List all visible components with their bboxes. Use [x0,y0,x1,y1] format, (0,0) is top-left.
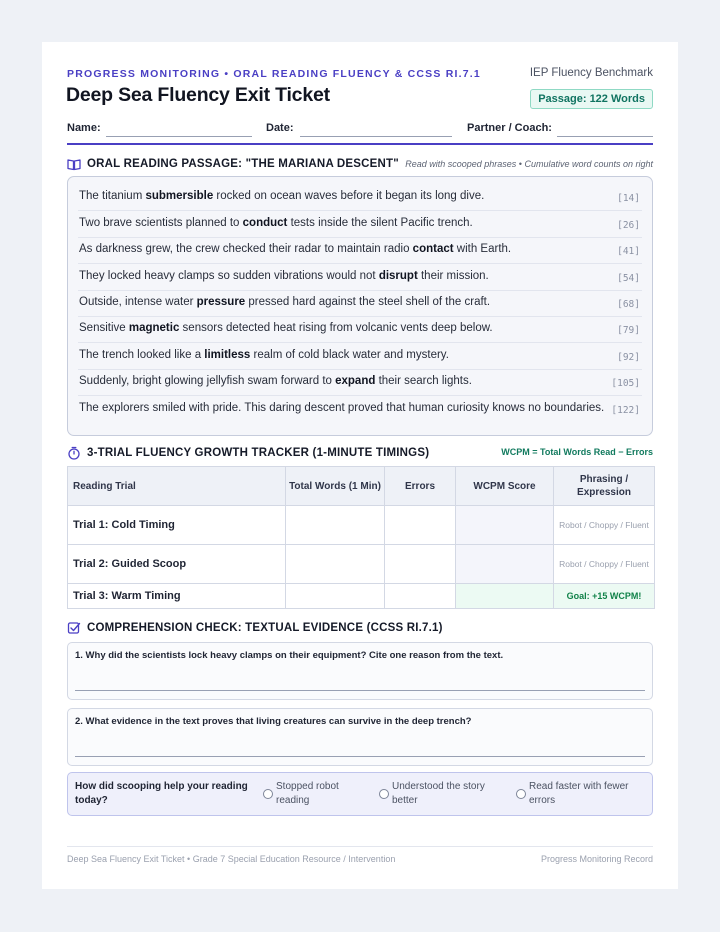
passage-line [78,316,642,343]
column-header: Phrasing / Expression [554,467,655,506]
date-label: Date: [266,122,294,134]
sentence-text: rocked on ocean waves before it began its long dive. [213,190,485,202]
radio-button[interactable] [516,789,526,799]
cumulative-word-count: [68] [617,299,640,310]
page-footer [67,846,653,866]
word-count-badge: Passage: 122 Words [530,89,653,109]
passage-line [78,264,642,291]
passage-sentence [79,217,473,229]
passage-sentence [79,322,493,334]
passage-line [78,184,642,211]
total-words-cell[interactable] [286,506,385,545]
option-label: errors [529,795,556,806]
vocab-word: submersible [145,190,214,202]
option-label: Stopped robot [276,781,339,792]
sentence-text: with Earth. [453,243,512,255]
reflection-question [75,780,248,808]
sentence-text: pressed hard against the steel shell of the craft. [245,296,491,308]
answer-2-line[interactable] [75,756,645,757]
trial-label: Trial 3: Warm Timing [68,584,286,609]
sentence-text: tests inside the silent Pacific trench. [287,217,473,229]
goal-note: Goal: +15 WCPM! [554,584,655,609]
sentence-text: sensors detected heat rising from volcanic vents deep below. [179,322,493,334]
sentence-text: Sensitive [79,322,129,334]
passage-hint: Read with scooped phrases • Cumulative word counts on right [405,159,653,169]
sentence-text: The trench looked like a [79,349,205,361]
passage-sentence [79,270,489,282]
name-label: Name: [67,122,101,134]
partner-label: Partner / Coach: [467,122,552,134]
passage-line [78,369,642,396]
answer-1-line[interactable] [75,690,645,691]
reflection-box [67,772,653,816]
phrasing-options[interactable]: Robot / Choppy / Fluent [554,545,655,584]
wcpm-score-cell[interactable] [456,584,554,609]
vocab-word: expand [335,375,376,387]
passage-sentence [79,190,484,202]
passage-heading-text: ORAL READING PASSAGE: "THE MARIANA DESCENT" [87,158,399,170]
reflection-option-3[interactable] [529,780,629,808]
comprehension-heading-text: COMPREHENSION CHECK: TEXTUAL EVIDENCE (CCSS RI.7.1) [87,622,443,634]
question-2-box [67,708,653,766]
table-row [68,545,655,584]
passage-line [78,211,642,238]
column-header: Errors [385,467,456,506]
date-field[interactable] [300,136,452,137]
cumulative-word-count: [41] [617,246,640,257]
footer-left: Deep Sea Fluency Exit Ticket • Grade 7 Special Education Resource / Intervention [67,854,396,864]
checkbox-icon [67,621,81,635]
partner-field[interactable] [557,136,653,137]
sentence-text: Suddenly, bright glowing jellyfish swam forward to [79,375,336,387]
header-divider [67,143,653,145]
benchmark-label: IEP Fluency Benchmark [529,67,653,79]
passage-sentence [79,349,449,361]
vocab-word: magnetic [128,322,180,334]
question-2-text: 2. What evidence in the text proves that living creatures can survive in the deep trench? [75,716,472,727]
comprehension-heading [67,622,467,636]
sentence-text: their mission. [417,270,489,282]
table-row [68,584,655,609]
passage-line [78,343,642,370]
tracker-heading-text: 3-TRIAL FLUENCY GROWTH TRACKER (1-MINUTE TIMINGS) [87,447,430,459]
reflection-option-2[interactable] [392,780,485,808]
passage-line [78,396,642,422]
question-1-text: 1. Why did the scientists lock heavy clamps on their equipment? Cite one reason from the text. [75,650,504,661]
passage-sentence [79,296,490,308]
column-header: Total Words (1 Min) [286,467,385,506]
table-row [68,506,655,545]
cumulative-word-count: [92] [617,352,640,363]
footer-right: Progress Monitoring Record [540,854,653,864]
radio-button[interactable] [263,789,273,799]
errors-cell[interactable] [385,584,456,609]
phrasing-options[interactable]: Robot / Choppy / Fluent [554,506,655,545]
option-label: Understood the story [392,781,485,792]
table-header-row [68,467,655,506]
name-field[interactable] [106,136,252,137]
tracker-heading [67,447,430,461]
passage-line [78,237,642,264]
worksheet-page [42,42,678,889]
column-header: WCPM Score [456,467,554,506]
reflection-question-line: today? [75,795,108,806]
sentence-text: Two brave scientists planned to [79,217,243,229]
passage-heading [67,158,399,172]
passage-box [67,176,653,436]
total-words-cell[interactable] [286,545,385,584]
reflection-question-line: How did scooping help your reading [75,781,248,792]
page-title: Deep Sea Fluency Exit Ticket [66,84,330,106]
errors-cell[interactable] [385,506,456,545]
passage-sentence [79,375,472,387]
trial-label: Trial 1: Cold Timing [68,506,286,545]
open-book-icon [67,157,81,171]
wcpm-formula: WCPM = Total Words Read − Errors [501,447,653,457]
cumulative-word-count: [79] [617,325,640,336]
errors-cell[interactable] [385,545,456,584]
kicker-label: PROGRESS MONITORING • ORAL READING FLUENCY & CCSS RI.7.1 [67,68,481,80]
fluency-tracker-table [67,466,655,609]
radio-button[interactable] [379,789,389,799]
option-label: reading [276,795,310,806]
passage-sentence [79,243,511,255]
sentence-text: their search lights. [375,375,472,387]
sentence-text: realm of cold black water and mystery. [250,349,449,361]
column-header: Reading Trial [68,467,286,506]
passage-sentence [79,402,604,414]
cumulative-word-count: [14] [617,193,640,204]
sentence-text: As darkness grew, the crew checked their radar to maintain radio [79,243,413,255]
cumulative-word-count: [122] [611,405,640,416]
cumulative-word-count: [105] [611,378,640,389]
question-1-box [67,642,653,700]
option-label: better [392,795,418,806]
stopwatch-icon [67,446,81,460]
sentence-text: The titanium [79,190,146,202]
reflection-option-1[interactable] [276,780,339,808]
vocab-word: contact [412,243,454,255]
vocab-word: pressure [196,296,246,308]
wcpm-score-cell[interactable] [456,506,554,545]
total-words-cell[interactable] [286,584,385,609]
option-label: Read faster with fewer [529,781,629,792]
vocab-word: limitless [204,349,251,361]
sentence-text: Outside, intense water [79,296,197,308]
trial-label: Trial 2: Guided Scoop [68,545,286,584]
vocab-word: disrupt [378,270,418,282]
passage-line [78,290,642,317]
vocab-word: conduct [242,217,288,229]
cumulative-word-count: [54] [617,273,640,284]
sentence-text: They locked heavy clamps so sudden vibrations would not [79,270,379,282]
wcpm-score-cell[interactable] [456,545,554,584]
sentence-text: The explorers smiled with pride. This daring descent proved that human curiosity knows no boundaries. [79,402,605,414]
cumulative-word-count: [26] [617,220,640,231]
